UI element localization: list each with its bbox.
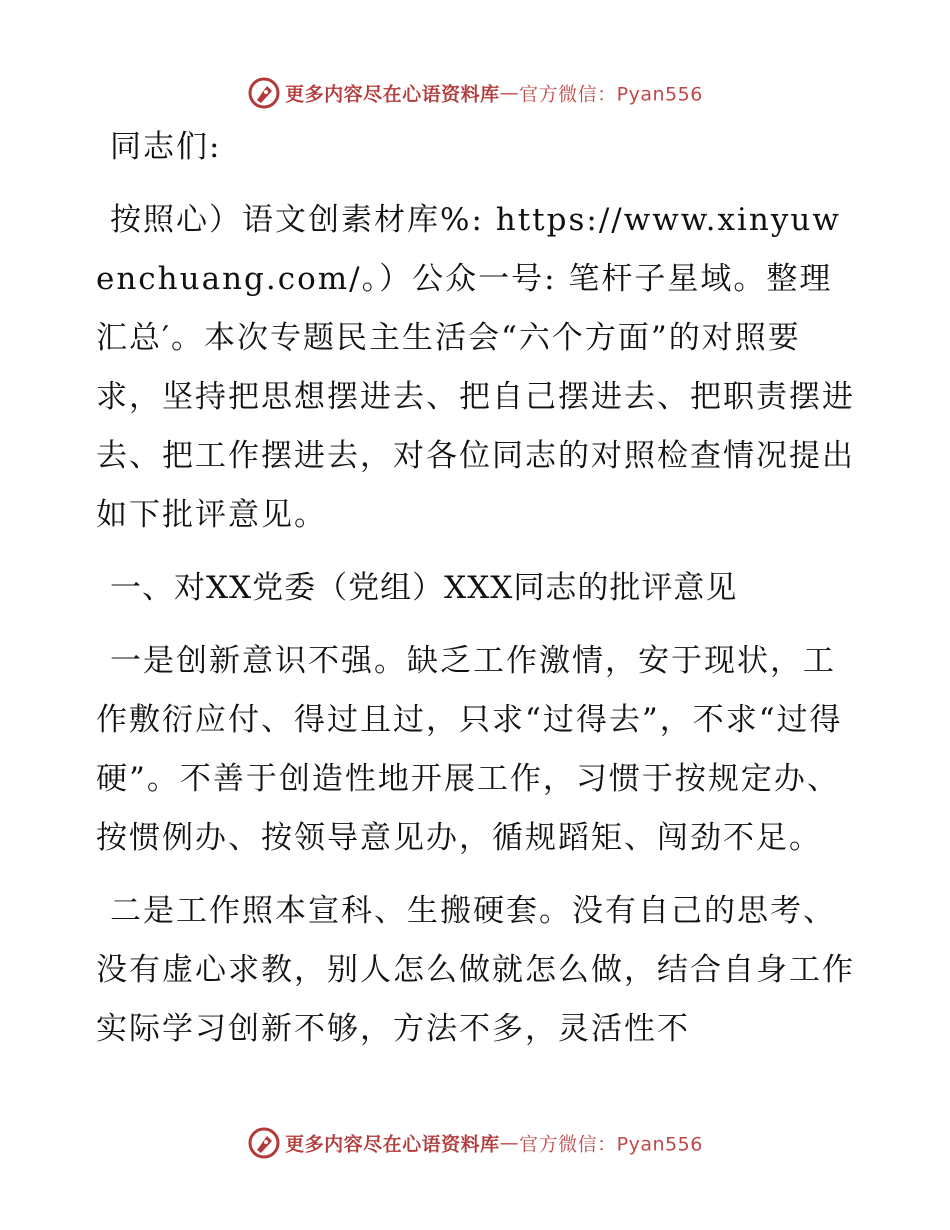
section-heading: 一、对XX党委（党组）XXX同志的批评意见: [110, 570, 738, 606]
critique-point-2: 二是工作照本宣科、生搬硬套。没有自己的思考、没有虚心求教，别人怎么做就怎么做，结合自身工作实际学习创新不够，方法不多，灵活性不: [96, 893, 855, 1047]
salutation: 同志们:: [110, 129, 222, 165]
pen-nib-circle-icon: [247, 76, 281, 110]
banner-brand-text: 更多内容尽在心语资料库: [285, 1133, 500, 1156]
banner-separator: —: [499, 1132, 520, 1154]
document-body: [96, 118, 856, 1073]
banner-brand-text: 更多内容尽在心语资料库: [285, 83, 500, 106]
header-watermark-banner: [0, 76, 950, 110]
banner-separator: —: [499, 82, 520, 104]
banner-wechat-text: 官方微信：Pyan556: [519, 1133, 703, 1156]
pen-nib-circle-icon: [247, 1126, 281, 1160]
footer-watermark-banner: [0, 1126, 950, 1160]
banner-wechat-text: 官方微信：Pyan556: [519, 83, 703, 106]
intro-paragraph: 按照心）语文创素材库%: https://www.xinyuwenchuang.com/。）公众一号: 笔杆子星域。整理汇总′。本次专题民主生活会“六个方面”的对照要求，坚持把思想摆进去、把自己摆进去、把职责摆进去、把工作摆进去，对各位同志的对照检查情况提出如下批评意见。: [96, 202, 855, 533]
critique-point-1: 一是创新意识不强。缺乏工作激情，安于现状，工作敷衍应付、得过且过，只求“过得去”，不求“过得硬”。不善于创造性地开展工作，习惯于按规定办、按惯例办、按领导意见办，循规蹈矩、闯劲不足。: [96, 643, 843, 856]
